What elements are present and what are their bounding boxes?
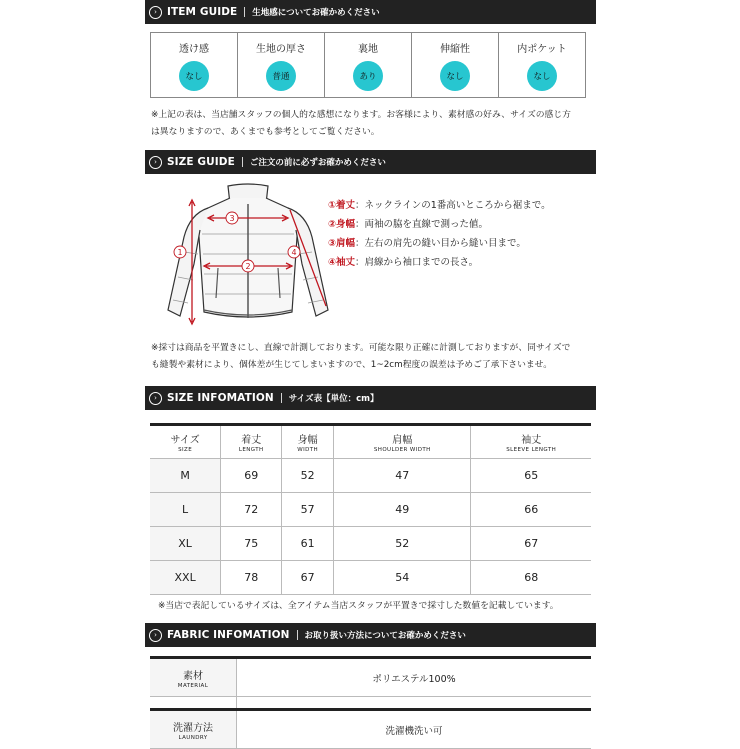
- size-cell: L: [150, 493, 221, 527]
- size-cell: M: [150, 459, 221, 493]
- note-line: も縫製や素材により、個体差が生じてしまいますので、1~2cm程度の誤差は予めご了承下さいませ。: [151, 360, 553, 370]
- legend-row-sleeve: [328, 251, 551, 270]
- table-row: [150, 493, 591, 527]
- table-cell: 47: [334, 459, 471, 493]
- note-line: ※採寸は商品を平置きにし、直線で計測しております。可能な限り正確に計測しておりますが、同サイズで: [151, 343, 571, 353]
- size-guide-subtitle: ご注文の前に必ずお確かめください: [249, 158, 386, 168]
- guide-label: 伸縮性: [440, 44, 470, 55]
- chevron-right-circle-icon: ›: [149, 6, 162, 19]
- size-info-header: [145, 386, 596, 410]
- legend-text: ：ネックラインの1番高いところから裾まで。: [355, 199, 551, 211]
- size-cell: XXL: [150, 561, 221, 595]
- column-header-size: サイズ SIZE: [150, 425, 221, 459]
- item-guide-subtitle: 生地感についてお確かめください: [252, 8, 380, 18]
- fabric-key-material: 素材 MATERIAL: [150, 658, 237, 697]
- fabric-info-title: FABRIC INFOMATION: [167, 629, 290, 641]
- table-cell: 61: [282, 527, 334, 561]
- guide-badge: 普通: [266, 61, 296, 91]
- guide-badge: なし: [527, 61, 557, 91]
- table-row: [150, 710, 591, 749]
- fabric-info-header: [145, 623, 596, 647]
- legend-text: ：左右の肩先の縫い目から縫い目まで。: [355, 237, 526, 249]
- chevron-right-circle-icon: ›: [149, 392, 162, 405]
- size-table-header-row: [150, 425, 591, 459]
- guide-badge: なし: [440, 61, 470, 91]
- column-header-sleeve: 袖丈 SLEEVE LENGTH: [471, 425, 591, 459]
- fabric-table: [150, 656, 591, 749]
- table-row: [150, 527, 591, 561]
- legend-key: ③肩幅: [328, 237, 356, 249]
- size-guide-header: [145, 150, 596, 174]
- size-guide-title: SIZE GUIDE: [167, 156, 235, 168]
- guide-badge: なし: [179, 61, 209, 91]
- size-guide-note: [151, 340, 591, 374]
- table-cell: 69: [221, 459, 282, 493]
- size-info-note: ※当店で表記しているサイズは、全アイテム当店スタッフが平置きで採寸した数値を記載しています。: [158, 601, 559, 611]
- guide-cell-inner-pocket: [499, 33, 585, 97]
- jacket-diagram: [160, 182, 335, 330]
- guide-badge: あり: [353, 61, 383, 91]
- table-cell: 67: [282, 561, 334, 595]
- chevron-right-circle-icon: ›: [149, 629, 162, 642]
- legend-key: ①着丈: [328, 199, 356, 211]
- table-cell: 72: [221, 493, 282, 527]
- table-cell: 66: [471, 493, 591, 527]
- table-cell: 75: [221, 527, 282, 561]
- item-guide-header: [145, 0, 596, 24]
- legend-text: ：両袖の脇を直線で測った値。: [355, 218, 489, 230]
- column-header-shoulder: 肩幅 SHOULDER WIDTH: [334, 425, 471, 459]
- item-guide-title: ITEM GUIDE: [167, 6, 238, 18]
- guide-label: 透け感: [179, 44, 209, 55]
- header-divider: [281, 393, 282, 403]
- table-cell: 52: [282, 459, 334, 493]
- legend-text: ：肩線から袖口までの長さ。: [355, 256, 479, 268]
- guide-cell-transparency: [151, 33, 238, 97]
- note-line: ※上記の表は、当店舗スタッフの個人的な感想になります。お客様により、素材感の好み、サイズの感じ方: [151, 110, 571, 120]
- note-line: は異なりますので、あくまでも参考としてご覧ください。: [151, 127, 380, 137]
- table-cell: 78: [221, 561, 282, 595]
- size-guide-legend: [328, 194, 551, 270]
- table-cell: 67: [471, 527, 591, 561]
- guide-cell-lining: [325, 33, 412, 97]
- guide-label: 裏地: [358, 44, 378, 55]
- fabric-info-subtitle: お取り扱い方法についてお確かめください: [304, 631, 466, 641]
- column-header-length: 着丈 LENGTH: [221, 425, 282, 459]
- fabric-value-material: ポリエステル100%: [237, 658, 592, 697]
- chevron-right-circle-icon: ›: [149, 156, 162, 169]
- marker-2: 2: [245, 262, 251, 271]
- table-cell: 49: [334, 493, 471, 527]
- header-divider: [297, 630, 298, 640]
- marker-1: 1: [177, 248, 183, 257]
- table-row: [150, 561, 591, 595]
- header-divider: [242, 157, 243, 167]
- legend-key: ②身幅: [328, 218, 356, 230]
- guide-label: 生地の厚さ: [256, 44, 306, 55]
- size-table: [150, 423, 591, 595]
- guide-label: 内ポケット: [517, 44, 567, 55]
- legend-row-shoulder: [328, 232, 551, 251]
- column-header-width: 身幅 WIDTH: [282, 425, 334, 459]
- guide-cell-thickness: [238, 33, 325, 97]
- item-guide-note: [151, 107, 591, 141]
- table-cell: 57: [282, 493, 334, 527]
- fabric-key-laundry: 洗濯方法 LAUNDRY: [150, 710, 237, 749]
- table-row: [150, 658, 591, 697]
- table-cell: 52: [334, 527, 471, 561]
- legend-row-width: [328, 213, 551, 232]
- fabric-value-laundry: 洗濯機洗い可: [237, 710, 592, 749]
- guide-cell-stretch: [412, 33, 499, 97]
- table-cell: 54: [334, 561, 471, 595]
- marker-3: 3: [229, 214, 235, 223]
- table-gap: [150, 697, 591, 710]
- size-info-subtitle: サイズ表【単位：cm】: [288, 394, 379, 404]
- legend-key: ④袖丈: [328, 256, 356, 268]
- header-divider: [244, 7, 245, 17]
- item-guide-table: [150, 32, 586, 98]
- size-cell: XL: [150, 527, 221, 561]
- table-row: [150, 459, 591, 493]
- legend-row-length: [328, 194, 551, 213]
- marker-4: 4: [291, 248, 297, 257]
- size-info-title: SIZE INFOMATION: [167, 392, 274, 404]
- table-cell: 68: [471, 561, 591, 595]
- table-cell: 65: [471, 459, 591, 493]
